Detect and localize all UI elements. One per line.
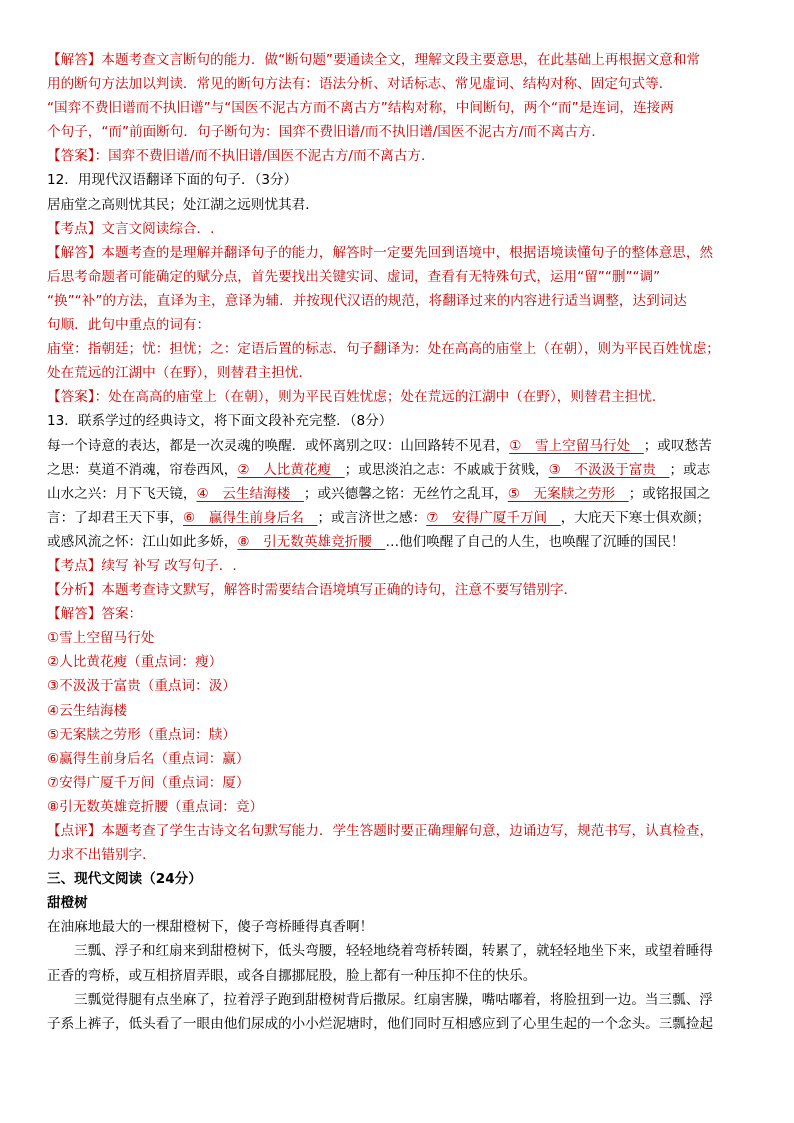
text-segment: 正香的弯桥，或互相挤眉弄眼，或各自挪挪屁股，脸上都有一种压抑不住的快乐。 xyxy=(47,967,537,984)
text-segment: 【解答】本题考查文言断句的能力．做“断句题”要通读全文，理解文段主要意思，在此基础上再根据文意和常 xyxy=(47,52,700,68)
text-line xyxy=(47,385,747,409)
text-segment: ②人比黄花瘦（重点词：瘦） xyxy=(47,654,223,671)
text-segment: 山水之兴：月下飞天镜， xyxy=(47,485,197,502)
text-segment: ⑦安得广厦千万间（重点词：厦） xyxy=(47,774,250,791)
text-line xyxy=(47,915,747,939)
text-segment: ⑤无案牍之劳形（重点词：牍） xyxy=(47,726,236,743)
text-line xyxy=(47,458,747,482)
fill-in-answer: ⑦ 安得广厦千万间 xyxy=(426,509,561,526)
fill-in-answer: ① 雪上空留马行处 xyxy=(509,437,644,454)
text-segment: 居庙堂之高则忧其民；处江湖之远则忧其君． xyxy=(47,196,319,213)
text-segment: ①雪上空留马行处 xyxy=(47,630,155,647)
text-segment: 12．用现代汉语翻译下面的句子．（3分） xyxy=(47,172,298,189)
text-line xyxy=(47,867,747,891)
text-line xyxy=(47,506,747,530)
text-segment: 【答案】：处在高高的庙堂上（在朝），则为平民百姓忧虑；处在荒远的江湖中（在野），则替君主担忧． xyxy=(47,389,666,406)
fill-in-answer: ⑧ 引无数英雄竞折腰 xyxy=(237,533,386,550)
text-line xyxy=(47,96,747,120)
text-line xyxy=(47,626,747,650)
text-line xyxy=(47,337,747,361)
text-segment: 用的断句方法加以判读．常见的断句方法有：语法分析、对话标志、常见虚词、结构对称、固定句式等． xyxy=(47,76,673,93)
text-line xyxy=(47,795,747,819)
text-segment: ；或兴德馨之铭：无丝竹之乱耳， xyxy=(303,485,508,502)
text-line xyxy=(47,771,747,795)
text-line xyxy=(47,939,747,963)
text-line xyxy=(47,964,747,988)
text-segment: ；或言济世之感： xyxy=(317,509,427,526)
text-line xyxy=(47,843,747,867)
text-segment: ④云生结海楼 xyxy=(47,702,128,719)
fill-in-answer: ④ 云生结海楼 xyxy=(196,485,304,502)
text-segment: 之思：莫道不消魂，帘卷西风， xyxy=(47,461,238,478)
text-segment: ；或思淡泊之志：不戚戚于贫贱， xyxy=(344,461,549,478)
text-line xyxy=(47,891,747,915)
text-line xyxy=(47,168,747,192)
text-segment: 在油麻地最大的一棵甜橙树下，傻子弯桥睡得真香啊！ xyxy=(47,919,374,936)
text-segment: 【分析】本题考查诗文默写，解答时需要结合语境填写正确的诗句，注意不要写错别字． xyxy=(47,582,578,599)
document-page xyxy=(47,48,747,1036)
fill-in-answer: ⑤ 无案牍之劳形 xyxy=(507,485,629,502)
text-segment: ；或铭报国之 xyxy=(628,485,711,502)
text-segment: 三、现代文阅读（24分） xyxy=(47,871,202,888)
text-segment: 【考点】续写 补写 改写句子．. xyxy=(47,557,237,574)
text-segment: ；或叹愁苦 xyxy=(643,437,712,454)
text-line xyxy=(47,313,747,337)
text-segment: ；或志 xyxy=(669,461,711,478)
text-segment: ⑧引无数英雄竞折腰（重点词：竞） xyxy=(47,798,264,815)
text-line xyxy=(47,289,747,313)
text-line xyxy=(47,674,747,698)
text-segment: 三瓢、浮子和红扇来到甜橙树下，低头弯腰，轻轻地绕着弯桥转圈，转累了，就轻轻地坐下来，或望着睡得 xyxy=(74,943,713,960)
fill-in-answer: ② 人比黄花瘦 xyxy=(237,461,345,478)
text-segment: 每一个诗意的表达，都是一次灵魂的唤醒．或怀离别之叹：山回路转不见君， xyxy=(47,437,510,454)
text-line xyxy=(47,554,747,578)
text-line xyxy=(47,434,747,458)
fill-in-answer: ③ 不汲汲于富贵 xyxy=(548,461,670,478)
fill-in-answer: ⑥ 赢得生前身后名 xyxy=(182,509,318,526)
text-line xyxy=(47,144,747,168)
text-segment: ③不汲汲于富贵（重点词：汲） xyxy=(47,678,236,695)
text-line xyxy=(47,265,747,289)
text-segment: 【解答】答案： xyxy=(47,606,143,623)
text-segment: 句顺．此句中重点的词有： xyxy=(47,317,211,334)
text-segment: 个句子，“而”前面断句．句子断句为：国弈不费旧谱/而不执旧谱/国医不泥古方/而不离古方． xyxy=(47,124,605,141)
text-line xyxy=(47,217,747,241)
text-segment: 后思考命题者可能确定的赋分点，首先要找出关键实词、虚词，查看有无特殊句式，运用“留”“删”“调” xyxy=(47,268,661,285)
text-line xyxy=(47,723,747,747)
text-line xyxy=(47,650,747,674)
text-segment: 言：了却君王天下事， xyxy=(47,509,183,526)
text-line xyxy=(47,72,747,96)
text-segment: …他们唤醒了自己的人生，也唤醒了沉睡的国民！ xyxy=(385,533,685,550)
text-segment: 【点评】本题考查了学生古诗文名句默写能力．学生答题时要正确理解句意，边诵边写，规范书写，认真检查， xyxy=(47,823,714,839)
text-line xyxy=(47,747,747,771)
text-segment: 【考点】文言文阅读综合．. xyxy=(47,220,215,237)
text-line xyxy=(47,193,747,217)
text-line xyxy=(47,578,747,602)
text-segment: ⑥赢得生前身后名（重点词：赢） xyxy=(47,750,250,767)
text-segment: 甜橙树 xyxy=(47,895,88,912)
text-line xyxy=(47,819,747,843)
text-segment: 或感风流之怀：江山如此多娇， xyxy=(47,533,238,550)
text-segment: 子系上裤子，低头看了一眼由他们尿成的小小烂泥塘时，他们同时互相感应到了心里生起的一个念头。三瓢捡起 xyxy=(47,1015,714,1032)
text-line xyxy=(47,699,747,723)
text-segment: 三瓢觉得腿有点坐麻了，拉着浮子跑到甜橙树背后撒尿。红扇害臊，嘴咕嘟着，将脸扭到一边。当三瓢、浮 xyxy=(74,991,713,1008)
text-line xyxy=(47,241,747,265)
text-segment: 庙堂：指朝廷；忧：担忧；之：定语后置的标志．句子翻译为：处在高高的庙堂上（在朝），则为平民百姓忧虑； xyxy=(47,341,720,358)
text-line xyxy=(47,482,747,506)
text-segment: “国弈不费旧谱而不执旧谱”与“国医不泥古方而不离古方”结构对称，中间断句，两个“而”是连词，连接两 xyxy=(47,100,674,117)
text-line xyxy=(47,361,747,385)
text-segment: ，大庇天下寒士俱欢颜； xyxy=(560,509,711,526)
text-segment: 13．联系学过的经典诗文，将下面文段补充完整．（8分） xyxy=(47,413,393,430)
text-segment: 力求不出错别字． xyxy=(47,847,156,864)
text-line xyxy=(47,1012,747,1036)
text-segment: “换”“补”的方法，直译为主，意译为辅．并按现代汉语的规范，将翻译过来的内容进行适当调整，达到词达 xyxy=(47,292,687,309)
text-segment: 【答案】：国弈不费旧谱/而不执旧谱/国医不泥古方/而不离古方． xyxy=(47,148,435,165)
text-line xyxy=(47,988,747,1012)
text-line xyxy=(47,602,747,626)
text-segment: 【解答】本题考查的是理解并翻译句子的能力，解答时一定要先回到语境中，根据语境读懂句子的整体意思，然 xyxy=(47,244,714,261)
text-line xyxy=(47,48,747,72)
text-line xyxy=(47,120,747,144)
text-line xyxy=(47,409,747,433)
text-line xyxy=(47,530,747,554)
text-segment: 处在荒远的江湖中（在野），则替君主担忧． xyxy=(47,365,313,382)
